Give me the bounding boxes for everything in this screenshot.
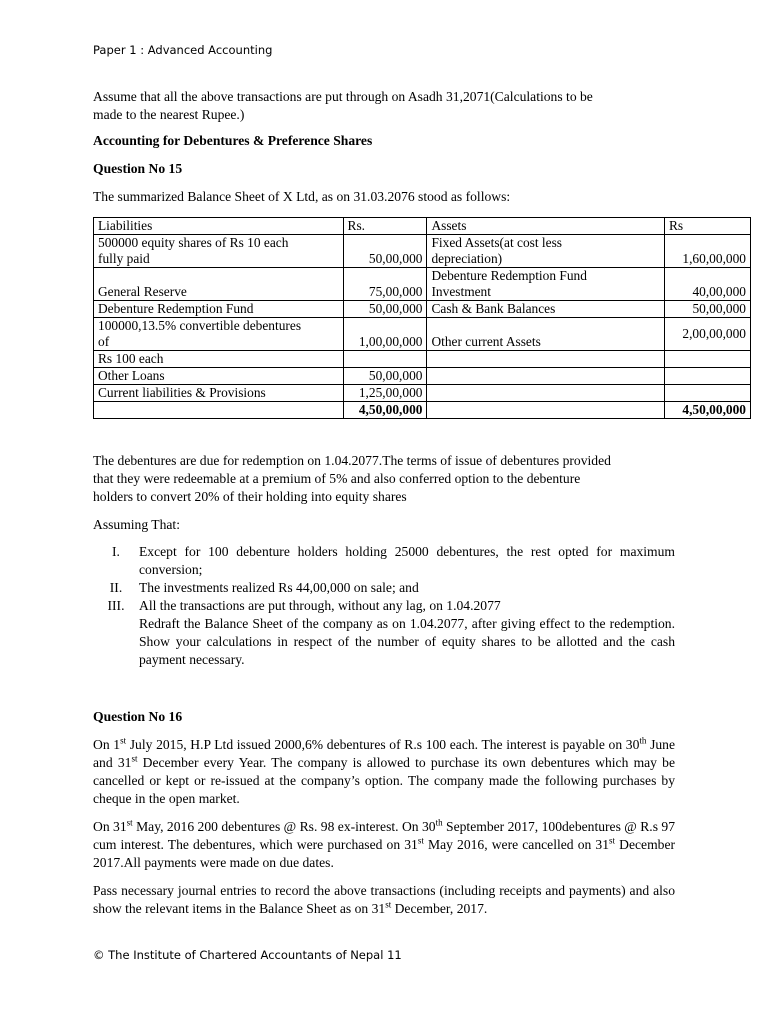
section-title: Accounting for Debentures & Preference Shares [93,133,373,148]
empty-cell [427,402,665,419]
liability-cell: Rs 100 each [94,351,344,368]
question-15-intro: The summarized Balance Sheet of X Ltd, as on 31.03.2076 stood as follows: [93,189,511,204]
header-assets: Assets [427,218,665,235]
liability-cell: Debenture Redemption Fund [94,301,344,318]
list-item [93,597,675,615]
empty-cell [427,385,665,402]
list-number: III. [107,598,125,613]
redemption-terms-line-1: The debentures are due for redemption on 1.04.2077.The terms of issue of debentures provided [93,453,611,468]
asset-amount: 50,00,000 [665,301,751,318]
empty-cell [665,368,751,385]
table-header-row [94,218,751,235]
liability-amount: 1,00,00,000 [343,318,427,351]
asset-cell: Cash & Bank Balances [427,301,665,318]
liability-amount: 1,25,00,000 [343,385,427,402]
liability-cell: Other Loans [94,368,344,385]
table-row [94,368,751,385]
redemption-terms-line-3: holders to convert 20% of their holding into equity shares [93,489,407,504]
question-16-paragraph-1: On 1st July 2015, H.P Ltd issued 2000,6% debentures of R.s 100 each. The interest is payable on 30th June and 31st December every Year. The company is allowed to purchase its own debentures which may be cancelled or kept or re-issued at the company’s option. The company made the following purchases by cheque in the open market. [93,735,676,806]
empty-cell [94,402,344,419]
table-row [94,235,751,268]
liability-amount: 50,00,000 [343,301,427,318]
intro-line-1: Assume that all the above transactions are put through on Asadh 31,2071(Calculations to be [93,89,593,104]
empty-cell [343,351,427,368]
table-row [94,268,751,301]
page-header: Paper 1 : Advanced Accounting [93,43,273,57]
asset-cell: Other current Assets [427,318,665,351]
question-16-paragraph-2: On 31st May, 2016 200 debentures @ Rs. 98 ex-interest. On 30th September 2017, 100debentures @ R.s 97 cum interest. The debentures, which were purchased on 31st May 2016, were cancelled on 31st December 2017.All payments were made on due dates. [93,817,676,870]
question-15-requirement: Redraft the Balance Sheet of the company as on 1.04.2077, after giving effect to the redemption. Show your calculations in respect of the number of equity shares to be allotted and the cash payment necessary. [139,616,675,667]
empty-cell [665,351,751,368]
table-row [94,318,751,351]
liability-amount: 50,00,000 [343,368,427,385]
list-number: I. [112,544,120,559]
asset-amount: 2,00,00,000 [665,318,751,351]
list-item [93,579,675,597]
question-16-paragraph-3: Pass necessary journal entries to record the above transactions (including receipts and payments) and also show the relevant items in the Balance Sheet as on 31st December, 2017. [93,883,675,916]
assumption-list [93,543,675,669]
asset-amount: 40,00,000 [665,268,751,301]
assets-total: 4,50,00,000 [665,402,751,419]
asset-amount: 1,60,00,000 [665,235,751,268]
intro-line-2: made to the nearest Rupee.) [93,107,245,122]
assuming-label: Assuming That: [93,517,180,532]
redemption-terms-line-2: that they were redeemable at a premium of 5% and also conferred option to the debenture [93,471,581,486]
list-item [93,543,675,579]
table-row [94,385,751,402]
header-rs: Rs. [343,218,427,235]
empty-cell [427,351,665,368]
liability-amount: 75,00,000 [343,268,427,301]
list-text: Except for 100 debenture holders holding 25000 debentures, the rest opted for maximum conversion; [139,544,675,577]
asset-cell: Fixed Assets(at cost less depreciation) [427,235,665,268]
empty-cell [427,368,665,385]
liability-cell: General Reserve [94,268,344,301]
question-16-title: Question No 16 [93,709,183,724]
header-rs-assets: Rs [665,218,751,235]
table-total-row [94,402,751,419]
empty-cell [665,385,751,402]
list-text: The investments realized Rs 44,00,000 on sale; and [139,580,419,595]
liabilities-total: 4,50,00,000 [343,402,427,419]
list-number: II. [109,580,123,595]
balance-sheet-table [93,217,751,419]
list-text: All the transactions are put through, without any lag, on 1.04.2077 [139,598,501,613]
table-row [94,301,751,318]
liability-cell: Current liabilities & Provisions [94,385,344,402]
page-footer: © The Institute of Chartered Accountants of Nepal 11 [93,948,402,962]
liability-cell: 100000,13.5% convertible debentures of [94,318,344,351]
question-15-title: Question No 15 [93,161,183,176]
liability-amount: 50,00,000 [343,235,427,268]
asset-cell: Debenture Redemption Fund Investment [427,268,665,301]
header-liabilities: Liabilities [94,218,344,235]
table-row [94,351,751,368]
liability-cell: 500000 equity shares of Rs 10 each fully paid [94,235,344,268]
